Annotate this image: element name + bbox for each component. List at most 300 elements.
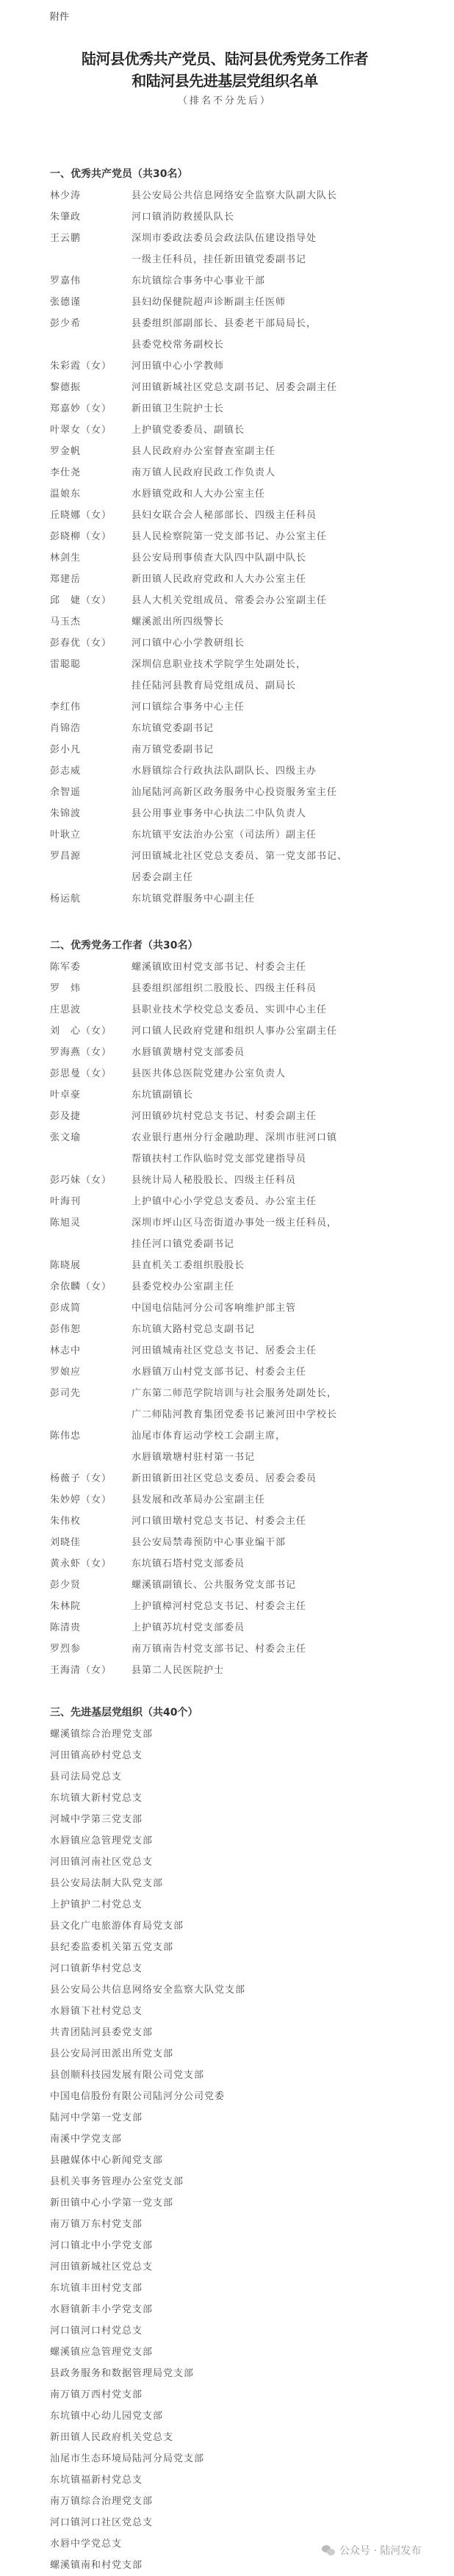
list-item	[50, 526, 439, 547]
list-item	[50, 1617, 439, 1638]
list-item	[50, 803, 439, 824]
organization-item: 县司法局党总支	[50, 1771, 123, 1782]
position-line: 广二师陆河教育集团党委书记兼河田中学校长	[131, 1409, 338, 1420]
position-line: 南万镇人民政府民政工作负责人	[131, 467, 276, 478]
person-position	[131, 590, 327, 611]
position-line: 新田镇新田社区党总支委员、居委会委员	[131, 1473, 317, 1484]
document-subtitle: （排名不分先后）	[177, 96, 272, 107]
position-line: 河田镇中心小学教师	[131, 361, 225, 372]
person-name: 刘晓佳	[50, 1537, 82, 1548]
organization-item: 东坑镇福新村党总支	[50, 2475, 143, 2486]
person-name: 罗 炜	[50, 983, 82, 994]
organization-item: 县机关事务管理办公室党支部	[50, 2176, 184, 2187]
person-name: 罗海燕（女）	[50, 1047, 112, 1058]
person-position	[131, 1063, 286, 1084]
person-name: 彭成简	[50, 1303, 82, 1314]
organization-item: 南万镇万东村党支部	[50, 2219, 143, 2230]
person-position	[131, 1042, 245, 1063]
list-item	[50, 760, 439, 782]
person-name: 叶卓豪	[50, 1090, 82, 1101]
person-name: 王海清（女）	[50, 1665, 112, 1676]
person-position	[131, 1532, 286, 1553]
list-item	[50, 611, 439, 633]
list-item	[50, 1638, 439, 1660]
person-position	[131, 633, 245, 654]
list-item	[50, 185, 439, 206]
list-item	[50, 1532, 439, 1553]
organization-item: 河城中学第三党支部	[50, 1814, 143, 1825]
organization-item: 新田镇人民政府机关党总支	[50, 2432, 174, 2443]
person-name: 郑嘉妙（女）	[50, 403, 112, 414]
person-position	[131, 292, 286, 313]
person-name: 彭小凡	[50, 744, 82, 755]
person-position	[131, 654, 306, 697]
organization-item: 南万镇万西村党支部	[50, 2389, 143, 2400]
organization-item: 新田镇中心小学第一党支部	[50, 2198, 174, 2209]
list-item	[50, 718, 439, 739]
position-line: 县统计局人秘股股长、四级主任科员	[131, 1175, 297, 1186]
person-position	[131, 1319, 255, 1340]
position-line: 汕尾陆河高新区政务服务中心投资服务室主任	[131, 787, 338, 798]
person-name: 叶翠女（女）	[50, 425, 112, 436]
position-line: 县发展和改革局办公室副主任	[131, 1494, 266, 1505]
list-item	[50, 462, 439, 483]
person-position	[131, 1361, 306, 1383]
person-name: 马玉杰	[50, 616, 82, 627]
person-position	[131, 441, 275, 462]
person-name: 罗娘应	[50, 1367, 82, 1378]
person-name: 罗嘉伟	[50, 276, 82, 287]
person-position	[131, 547, 306, 569]
position-line: 县人大机关党组成员、常委会办公室副主任	[131, 595, 328, 606]
person-position	[131, 1340, 317, 1361]
person-name: 张德谨	[50, 297, 82, 308]
list-item	[50, 1170, 439, 1191]
person-position	[131, 978, 317, 999]
organization-item: 县政务服务和数据管理局党支部	[50, 2368, 195, 2379]
list-item	[50, 978, 439, 999]
organization-item: 县公安局公共信息网络安全监察大队党支部	[50, 1985, 246, 1996]
person-position	[131, 1425, 286, 1468]
organization-item: 县融媒体中心新闻党支部	[50, 2155, 164, 2166]
person-name: 雷聪聪	[50, 659, 82, 670]
organization-item: 河口镇北中小学党支部	[50, 2240, 154, 2251]
position-line: 中国电信陆河分公司客响维护部主管	[131, 1303, 297, 1314]
list-item	[50, 270, 439, 292]
organization-item: 共青团陆河县委党支部	[50, 2027, 154, 2038]
position-line: 新田镇人民政府党政和人大办公室主任	[131, 574, 307, 585]
person-position	[131, 377, 337, 398]
person-position	[131, 1383, 337, 1425]
person-position	[131, 1212, 337, 1255]
person-name: 林剑生	[50, 553, 82, 564]
organization-item: 汕尾市生态环境局陆河分局党支部	[50, 2453, 205, 2464]
organization-item: 东坑镇丰田村党支部	[50, 2283, 143, 2294]
position-line: 上护镇党委委员、副镇长	[131, 425, 245, 436]
person-position	[131, 1489, 265, 1511]
list-item	[50, 228, 439, 270]
person-position	[131, 697, 245, 718]
organization-item: 水唇镇新丰小学党支部	[50, 2304, 154, 2315]
position-line: 东坑镇大路村党总支副书记	[131, 1324, 256, 1335]
person-name: 张文瑜	[50, 1132, 82, 1143]
position-line: 挂任河口镇党委副书记	[131, 1239, 235, 1250]
list-item	[50, 1106, 439, 1127]
position-line: 水唇镇综合行政执法队副队长、四级主办	[131, 766, 317, 777]
position-line: 螺溪派出所四级警长	[131, 616, 225, 627]
section-heading: 二、优秀党务工作者（共30名）	[50, 940, 198, 951]
person-name: 温娘东	[50, 489, 82, 500]
worker-list	[50, 957, 439, 1681]
list-item	[50, 1276, 439, 1298]
section-heading: 一、优秀共产党员（共30名）	[50, 168, 188, 180]
organization-item: 河口镇河口社区党总支	[50, 2517, 154, 2528]
list-item	[50, 1212, 439, 1255]
person-name: 王云鹏	[50, 233, 82, 244]
person-position	[131, 1298, 296, 1319]
position-line: 河田镇城北社区党总支委员、第一党支部书记、	[131, 851, 348, 862]
list-item	[50, 1489, 439, 1511]
organization-item: 水唇镇应急管理党支部	[50, 1835, 154, 1846]
list-item	[50, 206, 439, 228]
list-item	[50, 1660, 439, 1681]
position-line: 东坑镇副镇长	[131, 1090, 194, 1101]
position-line: 县直机关工委组织股股长	[131, 1260, 245, 1271]
list-item	[50, 654, 439, 697]
organization-item: 县纪委监委机关第五党支部	[50, 1942, 174, 1953]
position-line: 南万镇南告村党支部书记、村委会主任	[131, 1644, 307, 1655]
attachment-label: 附件	[50, 12, 70, 23]
organization-item: 南溪中学党支部	[50, 2134, 123, 2145]
person-position	[131, 1596, 306, 1617]
person-name: 李仕尧	[50, 467, 82, 478]
position-line: 水唇镇黄塘村党支部委员	[131, 1047, 245, 1058]
position-line: 螺溪镇欧田村党支部书记、村委会主任	[131, 962, 307, 973]
list-item	[50, 313, 439, 356]
person-position	[131, 1127, 337, 1170]
person-position	[131, 957, 306, 978]
person-name: 刘 心（女）	[50, 1026, 112, 1037]
person-name: 彭司先	[50, 1388, 82, 1399]
position-line: 县妇女联合会人秘部部长、四级主任科员	[131, 510, 317, 521]
organization-item: 河口镇河口村党总支	[50, 2325, 143, 2336]
position-line: 南万镇党委副书记	[131, 744, 215, 755]
list-item	[50, 633, 439, 654]
position-line: 水唇镇墩塘村驻村第一书记	[131, 1452, 256, 1463]
person-position	[131, 1170, 296, 1191]
position-line: 新田镇卫生院护士长	[131, 403, 225, 414]
list-item	[50, 1425, 439, 1468]
person-position	[131, 462, 275, 483]
section-excellent-party-workers	[50, 935, 439, 1681]
list-item	[50, 888, 439, 910]
position-line: 东坑镇党群服务中心副主任	[131, 893, 256, 904]
list-item	[50, 356, 439, 377]
person-name: 黄永虾（女）	[50, 1558, 112, 1569]
person-name: 罗烈参	[50, 1644, 82, 1655]
person-position	[131, 888, 255, 910]
person-name: 彭少贤	[50, 1580, 82, 1591]
organization-item: 县公安局河田派出所党支部	[50, 2048, 174, 2059]
list-item	[50, 1298, 439, 1319]
list-item	[50, 782, 439, 803]
person-position	[131, 569, 306, 590]
person-name: 陈晓展	[50, 1260, 82, 1271]
list-item	[50, 1511, 439, 1532]
list-item	[50, 1319, 439, 1340]
person-position	[131, 270, 265, 292]
person-position	[131, 398, 224, 420]
position-line: 县公安局刑事侦查大队四中队副中队长	[131, 553, 307, 564]
list-item	[50, 1383, 439, 1425]
organization-item: 水唇中学党总支	[50, 2539, 123, 2550]
person-name: 彭伟恕	[50, 1324, 82, 1335]
person-name: 彭及捷	[50, 1111, 82, 1122]
position-line: 上护镇苏坑村党支部委员	[131, 1622, 245, 1633]
position-line: 东坑镇党委副书记	[131, 723, 215, 734]
person-name: 叶耿立	[50, 830, 82, 841]
position-line: 河田镇城南社区党总支书记、居委会主任	[131, 1345, 317, 1356]
person-name: 陈伟忠	[50, 1431, 82, 1442]
person-name: 陈清贵	[50, 1622, 82, 1633]
position-line: 广东第二师范学院培训与社会服务处副处长，	[131, 1388, 338, 1399]
person-position	[131, 526, 327, 547]
organization-item: 南万镇综合治理党支部	[50, 2496, 154, 2507]
section-heading: 三、先进基层党组织（共40个）	[50, 1707, 198, 1719]
person-name: 朱锦波	[50, 808, 82, 819]
person-position	[131, 313, 317, 356]
list-item	[50, 1468, 439, 1489]
person-position	[131, 718, 214, 739]
position-line: 县人民检察院第一党支部书记、办公室主任	[131, 531, 328, 542]
watermark-text: 公众号 · 陆河发布	[339, 2545, 422, 2557]
position-line: 东坑镇综合事务中心事业干部	[131, 276, 266, 287]
person-name: 彭晓柳（女）	[50, 531, 112, 542]
position-line: 上护镇樟河村党总支书记、村委会主任	[131, 1601, 307, 1612]
list-item	[50, 1553, 439, 1575]
section-advanced-organizations	[50, 1702, 439, 2576]
person-position	[131, 1255, 245, 1276]
position-line: 河口镇综合事务中心主任	[131, 702, 245, 713]
position-line: 河口镇人民政府党建和组织人事办公室副主任	[131, 1026, 338, 1037]
organization-item: 螺溪镇综合治理党支部	[50, 1729, 154, 1740]
position-line: 县公用事业事务中心执法二中队负责人	[131, 808, 307, 819]
organization-item: 陆河中学第一党支部	[50, 2112, 143, 2123]
list-item	[50, 398, 439, 420]
person-position	[131, 1084, 193, 1106]
person-name: 杨运航	[50, 893, 82, 904]
list-item	[50, 846, 439, 888]
person-name: 彭少希	[50, 318, 82, 329]
person-position	[131, 1468, 317, 1489]
position-line: 县第二人民医院护士	[131, 1665, 225, 1676]
list-item	[50, 1084, 439, 1106]
person-position	[131, 611, 224, 633]
person-name: 肖锦浩	[50, 723, 82, 734]
list-item	[50, 957, 439, 978]
position-line: 一级主任科员，挂任新田镇党委副书记	[131, 254, 307, 265]
list-item	[50, 1361, 439, 1383]
position-line: 河田镇砂坑村党总支书记、村委会副主任	[131, 1111, 317, 1122]
list-item	[50, 441, 439, 462]
person-position	[131, 206, 234, 228]
position-line: 县公安局禁毒预防中心事业编干部	[131, 1537, 287, 1548]
person-position	[131, 824, 317, 846]
person-name: 李红伟	[50, 702, 82, 713]
person-name: 彭思曼（女）	[50, 1068, 112, 1079]
list-item	[50, 569, 439, 590]
position-line: 深圳市坪山区马峦街道办事处一级主任科员，	[131, 1217, 338, 1228]
person-name: 朱彩霞（女）	[50, 361, 112, 372]
person-name: 林少涛	[50, 190, 82, 201]
position-line: 深圳信息职业技术学院学生处副处长，	[131, 659, 307, 670]
person-position	[131, 483, 265, 505]
position-line: 帮镇扶村工作队临时党支部党建指导员	[131, 1154, 307, 1165]
position-line: 河口镇消防救援队队长	[131, 212, 235, 223]
list-item	[50, 1191, 439, 1212]
person-position	[131, 1638, 306, 1660]
person-name: 陈军委	[50, 962, 82, 973]
member-list	[50, 185, 439, 910]
person-name: 朱妙婷（女）	[50, 1494, 112, 1505]
document-page	[0, 7, 454, 2576]
position-line: 东坑镇平安法治办公室（司法所）副主任	[131, 830, 317, 841]
person-position	[131, 1617, 245, 1638]
person-name: 丘晓娜（女）	[50, 510, 112, 521]
person-name: 邱 婕（女）	[50, 595, 112, 606]
list-item	[50, 999, 439, 1021]
list-item	[50, 377, 439, 398]
person-name: 彭巧妹（女）	[50, 1175, 112, 1186]
organization-item: 东坑镇中心幼儿园党支部	[50, 2411, 164, 2422]
list-item	[50, 697, 439, 718]
organization-item: 县创顺科技园发展有限公司党支部	[50, 2070, 205, 2081]
document-title	[0, 48, 439, 92]
person-name: 林志中	[50, 1345, 82, 1356]
person-name: 郑建岳	[50, 574, 82, 585]
person-position	[131, 782, 337, 803]
position-line: 水唇镇党政和人大办公室主任	[131, 489, 266, 500]
position-line: 汕尾市体育运动学校工会副主席，	[131, 1431, 287, 1442]
title-line: 陆河县优秀共产党员、陆河县优秀党务工作者	[82, 50, 368, 68]
position-line: 县委党校办公室副主任	[131, 1281, 235, 1292]
position-line: 县医共体总医院党建办公室负责人	[131, 1068, 287, 1079]
person-name: 朱肇政	[50, 212, 82, 223]
person-position	[131, 1021, 337, 1042]
list-item	[50, 1596, 439, 1617]
list-item	[50, 590, 439, 611]
position-line: 东坑镇石塔村党支部委员	[131, 1558, 245, 1569]
person-name: 余智遥	[50, 787, 82, 798]
title-line: 和陆河县先进基层党组织名单	[131, 72, 318, 90]
person-position	[131, 760, 317, 782]
organization-item: 上护镇护二村党总支	[50, 1899, 143, 1910]
organization-item: 县公安局法制大队党支部	[50, 1878, 164, 1889]
person-position	[131, 1511, 306, 1532]
organization-item: 河田镇高砂村党总支	[50, 1750, 143, 1761]
organization-list	[50, 1724, 439, 2576]
person-name: 陈旭灵	[50, 1217, 82, 1228]
person-position	[131, 1660, 224, 1681]
position-line: 县公安局公共信息网络安全监察大队副大队长	[131, 190, 338, 201]
position-line: 县委党校常务副校长	[131, 339, 225, 350]
organization-item: 东坑镇大新村党总支	[50, 1793, 143, 1804]
person-position	[131, 739, 214, 760]
wechat-icon	[322, 2544, 336, 2556]
organization-item: 河田镇新城社区党总支	[50, 2262, 154, 2273]
list-item	[50, 1575, 439, 1596]
position-line: 上护镇中心小学党总支委员、办公室主任	[131, 1196, 317, 1207]
position-line: 县委组织部副部长、县委老干部局局长，	[131, 318, 317, 329]
list-item	[50, 1127, 439, 1170]
person-name: 朱伟枚	[50, 1516, 82, 1527]
list-item	[50, 1255, 439, 1276]
position-line: 水唇镇万山村党支部书记、村委会主任	[131, 1367, 307, 1378]
person-position	[131, 999, 327, 1021]
organization-item: 中国电信股份有限公司陆河分公司党委	[50, 2091, 226, 2102]
list-item	[50, 1042, 439, 1063]
person-position	[131, 505, 317, 526]
organization-item: 螺溪镇应急管理党支部	[50, 2347, 154, 2358]
list-item	[50, 739, 439, 760]
person-position	[131, 185, 337, 206]
position-line: 螺溪镇副镇长、公共服务党支部书记	[131, 1580, 297, 1591]
person-name: 罗金帆	[50, 446, 82, 457]
person-position	[131, 356, 224, 377]
position-line: 河口镇田墩村党总支书记、村委会主任	[131, 1516, 307, 1527]
list-item	[50, 420, 439, 441]
list-item	[50, 1063, 439, 1084]
person-position	[131, 846, 347, 888]
list-item	[50, 824, 439, 846]
person-name: 彭春优（女）	[50, 638, 112, 649]
position-line: 居委会副主任	[131, 872, 194, 883]
organization-item: 县文化广电旅游体育局党支部	[50, 1921, 184, 1932]
person-position	[131, 1276, 234, 1298]
person-name: 杨薇子（女）	[50, 1473, 112, 1484]
position-line: 河田镇新城社区党总支副书记、居委会副主任	[131, 382, 338, 393]
position-line: 县妇幼保健院超声诊断副主任医师	[131, 297, 287, 308]
position-line: 县人民政府办公室督查室副主任	[131, 446, 276, 457]
list-item	[50, 483, 439, 505]
person-position	[131, 1553, 245, 1575]
person-name: 叶海刊	[50, 1196, 82, 1207]
person-name: 罗昌源	[50, 851, 82, 862]
organization-item: 河田镇河南社区党总支	[50, 1857, 154, 1868]
list-item	[50, 292, 439, 313]
section-excellent-party-members	[50, 164, 439, 910]
list-item	[50, 1021, 439, 1042]
watermark	[322, 2543, 421, 2558]
position-line: 县委组织部组织二股股长、四级主任科员	[131, 983, 317, 994]
list-item	[50, 547, 439, 569]
position-line: 河口镇中心小学教研组长	[131, 638, 245, 649]
person-name: 庄思波	[50, 1004, 82, 1015]
list-item	[50, 1340, 439, 1361]
organization-item: 河口镇新华村党总支	[50, 1963, 143, 1974]
person-position	[131, 228, 317, 270]
organization-item: 水唇镇下社村党总支	[50, 2006, 143, 2017]
position-line: 农业银行惠州分行金融助理、深圳市驻河口镇	[131, 1132, 338, 1143]
person-position	[131, 1191, 317, 1212]
position-line: 深圳市委政法委员会政法队伍建设指导处	[131, 233, 317, 244]
organization-item: 螺溪镇南和村党支部	[50, 2560, 143, 2571]
person-name: 余依麟（女）	[50, 1281, 112, 1292]
person-name: 黎德振	[50, 382, 82, 393]
list-item	[50, 505, 439, 526]
position-line: 县职业技术学校党总支委员、实训中心主任	[131, 1004, 328, 1015]
person-position	[131, 803, 306, 824]
